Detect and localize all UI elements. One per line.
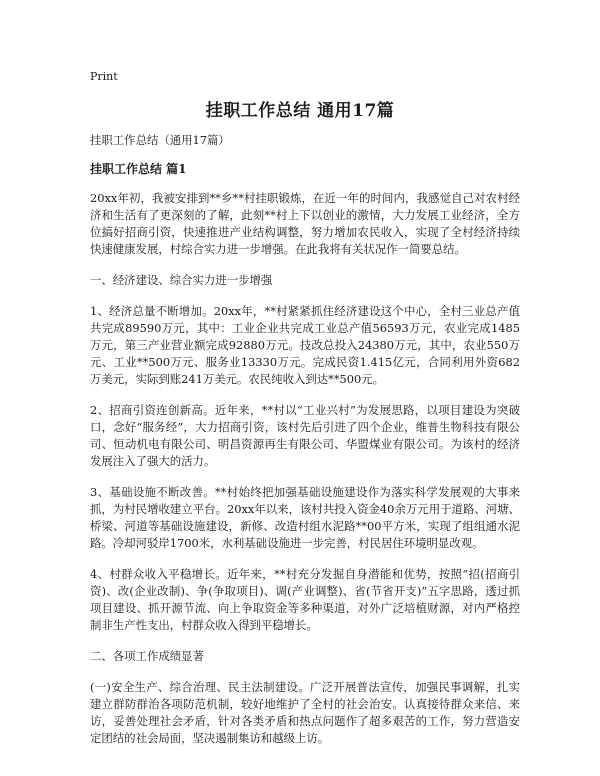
- paragraph-infrastructure: 3、基础设施不断改善。**村始终把加强基础设施建设作为落实科学发展观的大事来抓，为村民增收建立平台。20xx年以来，该村共投入资金40余万元用于道路、河塘、桥梁、河道等基础设施建设，新修、改造村组水泥路**00平方米，实现了组组通水泥路。冷却河驳岸1700米，水利基础设施进一步完善，村民居住环境明显改观。: [90, 485, 520, 550]
- paragraph-investment: 2、招商引资连创新高。近年来，**村以“工业兴村”为发展思路，以项目建设为突破口，念好“服务经”，大力招商引资，该村先后引进了四个企业，维普生物科技有限公司、恒动机电有限公司、明昌资源再生有限公司、华盟煤业有限公司。为该村的经济发展注入了强大的活力。: [90, 403, 520, 468]
- document-subtitle: 挂职工作总结（通用17篇）: [90, 133, 230, 147]
- paragraph-safety: (一)安全生产、综合治理、民主法制建设。广泛开展普法宣传，加强民事调解，扎实建立群防群治各项防范机制，较好地维护了全村的社会治安。认真接待群众来信、来访，妥善处理社会矛盾，针对各类矛盾和热点问题作了超多艰苦的工作，努力营造安定团结的社会局面，坚决遏制集访和越级上访。: [90, 680, 520, 745]
- print-link[interactable]: Print: [90, 70, 118, 83]
- heading-economy: 一、经济建设、综合实力进一步增强: [90, 273, 273, 287]
- paragraph-economic-total: 1、经济总量不断增加。20xx年，**村紧紧抓住经济建设这个中心，全村三业总产值共完成89590万元，其中：工业企业共完成工业总产值56593万元，农业完成1485万元，第三产业营业额完成92880万元。技改总投入24380万元，其中，农业550万元、工业**500万元、服务业13330万元。完成民资1.415亿元，合同利用外资682万美元，实际到账241万美元。农民纯收入到达**500元。: [90, 304, 520, 386]
- page-title: 挂职工作总结 通用17篇: [205, 101, 395, 121]
- heading-achievements: 二、各项工作成绩显著: [90, 649, 204, 663]
- paragraph-income: 4、村群众收入平稳增长。近年来，**村充分发掘自身潜能和优势，按照“招(招商引资)、改(企业改制)、争(争取项目)、调(产业调整)、省(节省开支)”五字思路，透过抓项目建设、抓开源节流、向上争取资金等多种渠道，对外广泛培植财源，对内严格控制非生产性支出，村群众收入得到平稳增长。: [90, 567, 520, 632]
- section-heading: 挂职工作总结 篇1: [90, 162, 187, 176]
- paragraph-intro: 20xx年初，我被安排到**乡**村挂职锻炼，在近一年的时间内，我感觉自己对农村经济和生活有了更深刻的了解，此刻**村上下以创业的激情，大力发展工业经济，全方位搞好招商引资，快速推进产业结构调整，努力增加农民收入，实现了全村经济持续快速健康发展，村综合实力进一步增强。在此我将有关状况作一简要总结。: [90, 191, 520, 256]
- document-body: [90, 132, 520, 761]
